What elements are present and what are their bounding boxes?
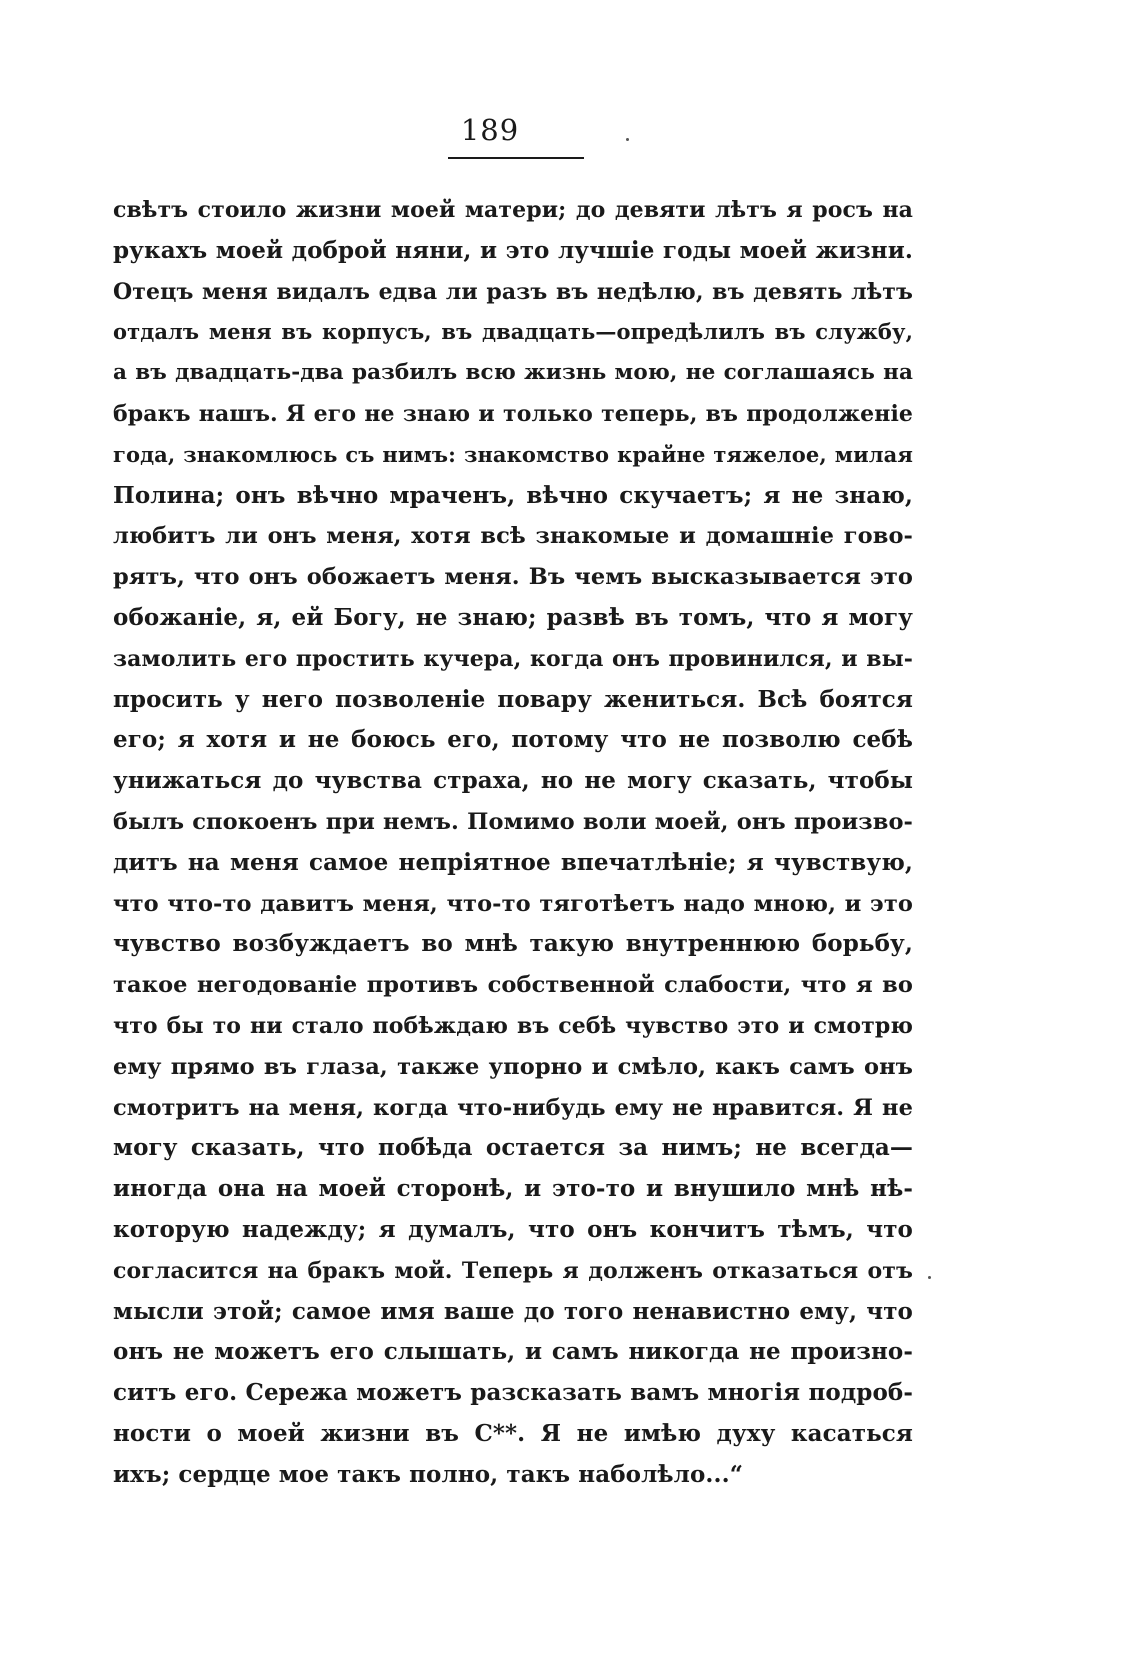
text-line: что бы то ни стало побѣждаю въ себѣ чувство это и смотрю	[113, 1012, 913, 1039]
text-line: чувство возбуждаетъ во мнѣ такую внутреннюю борьбу,	[113, 930, 913, 958]
text-line: рукахъ моей доброй няни, и это лучшіе годы моей жизни.	[113, 236, 913, 264]
text-line: обожаніе, я, ей Богу, не знаю; развѣ въ томъ, что я могу	[113, 603, 913, 631]
text-line: ности о моей жизни въ С**. Я не имѣю духу касаться	[113, 1419, 913, 1447]
body-text	[113, 190, 913, 1496]
text-line: ихъ; сердце мое такъ полно, такъ наболѣло...“	[113, 1460, 744, 1488]
text-line: ситъ его. Сережа можетъ разсказать вамъ многія подроб-	[113, 1379, 913, 1407]
text-line: такое негодованіе противъ собственной слабости, что я во	[113, 972, 913, 999]
text-line: иногда она на моей сторонѣ, и это-то и внушило мнѣ нѣ-	[113, 1175, 913, 1203]
text-line: любитъ ли онъ меня, хотя всѣ знакомые и домашніе гово-	[113, 523, 913, 550]
text-line: могу сказать, что побѣда остается за нимъ; не всегда—	[113, 1134, 913, 1162]
text-line: которую надежду; я думалъ, что онъ кончитъ тѣмъ, что	[113, 1215, 913, 1243]
text-line: унижаться до чувства страха, но не могу сказать, чтобы	[113, 767, 913, 795]
text-line: его; я хотя и не боюсь его, потому что не позволю себѣ	[113, 726, 913, 754]
print-speck	[928, 1276, 931, 1279]
text-line: смотритъ на меня, когда что-нибудь ему не нравится. Я не	[113, 1094, 913, 1121]
page-number: 189	[460, 113, 520, 147]
print-speck	[626, 138, 629, 141]
text-line: Отецъ меня видалъ едва ли разъ въ недѣлю, въ девять лѣтъ	[113, 278, 913, 305]
text-line: онъ не можетъ его слышать, и самъ никогда не произно-	[113, 1338, 913, 1366]
text-line: свѣтъ стоило жизни моей матери; до девяти лѣтъ я росъ на	[113, 197, 913, 223]
text-line: ему прямо въ глаза, также упорно и смѣло, какъ самъ онъ	[113, 1053, 913, 1080]
text-line: рятъ, что онъ обожаетъ меня. Въ чемъ высказывается это	[113, 564, 913, 591]
text-line: былъ спокоенъ при немъ. Помимо воли моей, онъ произво-	[113, 808, 913, 835]
text-line: замолить его простить кучера, когда онъ провинился, и вы-	[113, 645, 913, 672]
text-line: что что-то давитъ меня, что-то тяготѣетъ надо мною, и это	[113, 890, 913, 917]
text-line: дитъ на меня самое непріятное впечатлѣніе; я чувствую,	[113, 848, 913, 876]
text-line: года, знакомлюсь съ нимъ: знакомство крайне тяжелое, милая	[113, 441, 913, 467]
text-line: мысли этой; самое имя ваше до того ненавистно ему, что	[113, 1297, 913, 1325]
text-line: Полина; онъ вѣчно мраченъ, вѣчно скучаетъ; я не знаю,	[113, 481, 913, 509]
text-line: согласится на бракъ мой. Теперь я долженъ отказаться отъ	[113, 1257, 913, 1284]
text-line: отдалъ меня въ корпусъ, въ двадцать—опредѣлилъ въ службу,	[113, 319, 913, 345]
text-line: просить у него позволеніе повару жениться. Всѣ боятся	[113, 685, 913, 713]
text-line: бракъ нашъ. Я его не знаю и только теперь, въ продолженіе	[113, 400, 913, 427]
header-rule	[448, 157, 584, 159]
text-line: а въ двадцать-два разбилъ всю жизнь мою, не соглашаясь на	[113, 360, 913, 386]
